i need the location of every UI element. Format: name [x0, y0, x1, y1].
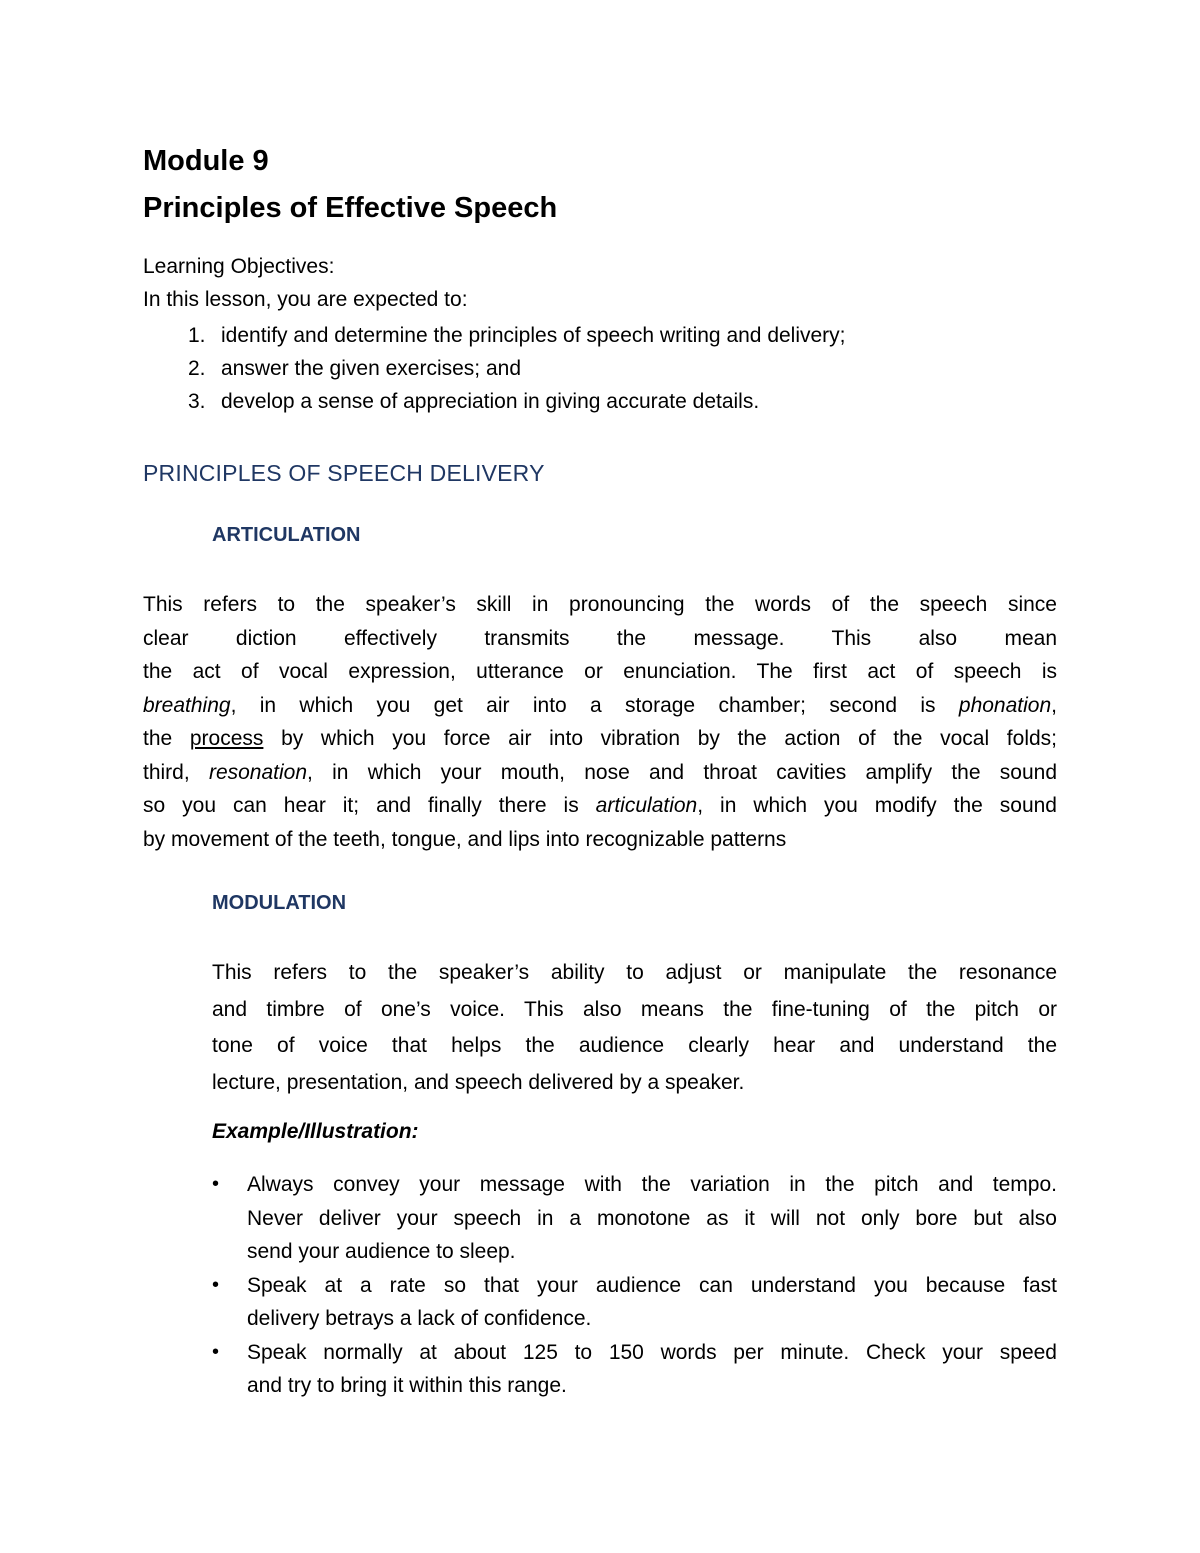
- objective-text: answer the given exercises; and: [221, 357, 521, 380]
- paragraph-line: This refers to the speaker’s ability to adjust or manipulate the resonance: [212, 961, 1057, 984]
- paragraph-line: the act of vocal expression, utterance or enunciation. The first act of speech is: [143, 660, 1057, 683]
- objectives-intro: In this lesson, you are expected to:: [143, 288, 468, 311]
- paragraph-line: lecture, presentation, and speech delivered by a speaker.: [212, 1070, 745, 1094]
- bullet-icon: •: [212, 1173, 220, 1195]
- objective-item: [143, 352, 846, 385]
- bullet-item: • Always convey your message with the variation in the pitch and tempo. Never deliver your speech in a monotone as it will not only bore but also send your audience to sleep.: [212, 1168, 1057, 1269]
- term-phonation: phonation: [958, 693, 1052, 717]
- bullet-icon: •: [212, 1340, 220, 1363]
- term-breathing: breathing: [143, 693, 231, 717]
- bullet-item: • Speak at a rate so that your audience can understand you because fast delivery betrays a lack of confidence.: [212, 1269, 1057, 1336]
- section-heading: PRINCIPLES OF SPEECH DELIVERY: [143, 460, 545, 486]
- objectives-list: [143, 319, 846, 418]
- objective-text: identify and determine the principles of speech writing and delivery;: [221, 324, 846, 347]
- paragraph-line: clear diction effectively transmits the message. This also mean: [143, 626, 1057, 650]
- paragraph-line: the process by which you force air into vibration by the action of the vocal folds;: [143, 727, 1057, 750]
- paragraph-line: and timbre of one’s voice. This also means the fine-tuning of the pitch or: [212, 997, 1057, 1021]
- example-bullet-list: [212, 1168, 1057, 1403]
- paragraph-line: This refers to the speaker’s skill in pronouncing the words of the speech since: [143, 593, 1057, 616]
- module-title: Module 9: [143, 145, 269, 177]
- term-articulation: articulation: [595, 794, 698, 817]
- objective-number: 3.: [188, 390, 206, 413]
- objective-item: [143, 385, 846, 418]
- bullet-icon: •: [212, 1273, 220, 1296]
- modulation-paragraph: [212, 955, 1057, 1101]
- articulation-paragraph: [143, 588, 1057, 856]
- objective-number: 2.: [188, 357, 206, 380]
- paragraph-line: tone of voice that helps the audience clearly hear and understand the: [212, 1034, 1057, 1057]
- objective-number: 1.: [188, 324, 206, 347]
- objective-item: [143, 319, 846, 352]
- example-label: Example/Illustration:: [212, 1120, 419, 1143]
- bullet-item: • Speak normally at about 125 to 150 words per minute. Check your speed and try to bring it within this range.: [212, 1336, 1057, 1403]
- module-subtitle: Principles of Effective Speech: [143, 192, 558, 224]
- term-resonation: resonation: [208, 760, 308, 784]
- paragraph-line: breathing, in which you get air into a storage chamber; second is phonation,: [143, 693, 1057, 717]
- process-link[interactable]: process: [189, 727, 264, 750]
- objectives-label: Learning Objectives:: [143, 255, 335, 278]
- objective-text: develop a sense of appreciation in giving accurate details.: [221, 390, 760, 413]
- modulation-heading: MODULATION: [212, 892, 347, 914]
- paragraph-line: third, resonation, in which your mouth, nose and throat cavities amplify the sound: [143, 760, 1057, 784]
- paragraph-line: by movement of the teeth, tongue, and lips into recognizable patterns: [143, 827, 787, 851]
- paragraph-line: so you can hear it; and finally there is articulation, in which you modify the sound: [143, 794, 1057, 817]
- articulation-heading: ARTICULATION: [212, 524, 361, 546]
